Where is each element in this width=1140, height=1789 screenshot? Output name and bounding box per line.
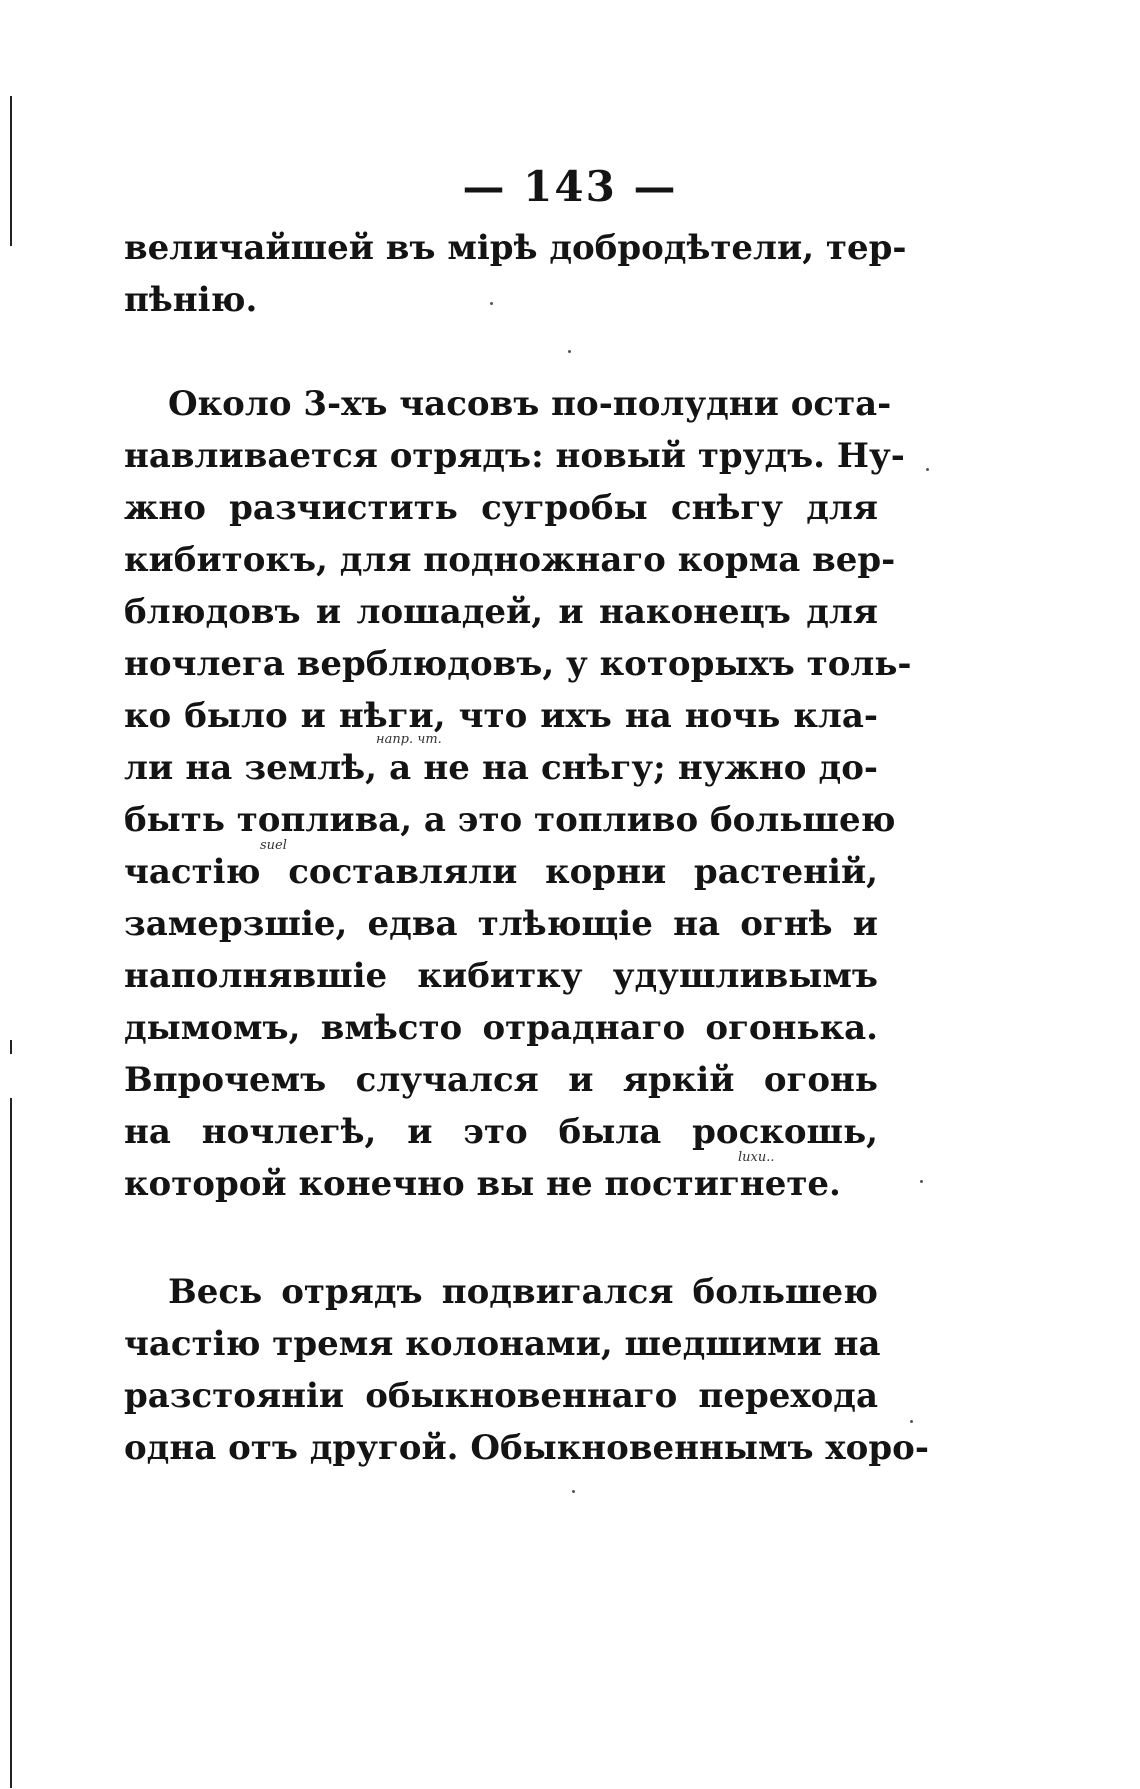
text-line: частію составляли корни растеній, xyxy=(124,852,878,892)
text-line: которой конечно вы не постигнете. xyxy=(124,1164,841,1204)
text-line: навливается отрядъ: новый трудъ. Ну- xyxy=(124,436,905,476)
text-line: Впрочемъ случался и яркій огонь xyxy=(124,1060,878,1100)
text-line: дымомъ, вмѣсто отраднаго огонька. xyxy=(124,1008,878,1048)
text-line: частію тремя колонами, шедшими на xyxy=(124,1324,881,1364)
scan-speck xyxy=(490,302,493,305)
text-line: наполнявшіе кибитку удушливымъ xyxy=(124,956,878,996)
text-line: ли на землѣ, а не на снѣгу; нужно до- xyxy=(124,748,878,788)
text-line: пѣнію. xyxy=(124,280,258,320)
text-line: жно разчистить сугробы снѣгу для xyxy=(124,488,878,528)
text-line: ночлега верблюдовъ, у которыхъ толь- xyxy=(124,644,912,684)
scan-speck xyxy=(910,1420,913,1423)
scan-speck xyxy=(920,1180,923,1183)
page-number: — 143 — xyxy=(462,162,678,211)
text-line: величайшей въ мірѣ добродѣтели, тер- xyxy=(124,228,907,268)
text-line: одна отъ другой. Обыкновеннымъ хоро- xyxy=(124,1428,929,1468)
left-edge-mark-bottom xyxy=(10,1098,12,1788)
text-line: разстояніи обыкновеннаго перехода xyxy=(124,1376,878,1416)
scan-speck xyxy=(572,1490,575,1493)
left-edge-tick xyxy=(10,1040,12,1054)
text-line: ко было и нѣги, что ихъ на ночь кла- xyxy=(124,696,878,736)
text-line: блюдовъ и лошадей, и наконецъ для xyxy=(124,592,878,632)
text-line: Весь отрядъ подвигался большею xyxy=(168,1272,878,1312)
text-line: Около 3-хъ часовъ по-полудни оста- xyxy=(168,384,892,424)
handwritten-annotation: напр. чт. xyxy=(376,732,442,747)
text-line: кибитокъ, для подножнаго корма вер- xyxy=(124,540,896,580)
handwritten-annotation: suel xyxy=(260,838,287,853)
scan-speck xyxy=(568,350,571,353)
handwritten-annotation: luxu.. xyxy=(738,1150,775,1165)
text-line: замерзшіе, едва тлѣющіе на огнѣ и xyxy=(124,904,878,944)
text-line: на ночлегѣ, и это была роскошь, xyxy=(124,1112,878,1152)
text-line: быть топлива, а это топливо большею xyxy=(124,800,896,840)
scan-speck xyxy=(926,468,929,471)
